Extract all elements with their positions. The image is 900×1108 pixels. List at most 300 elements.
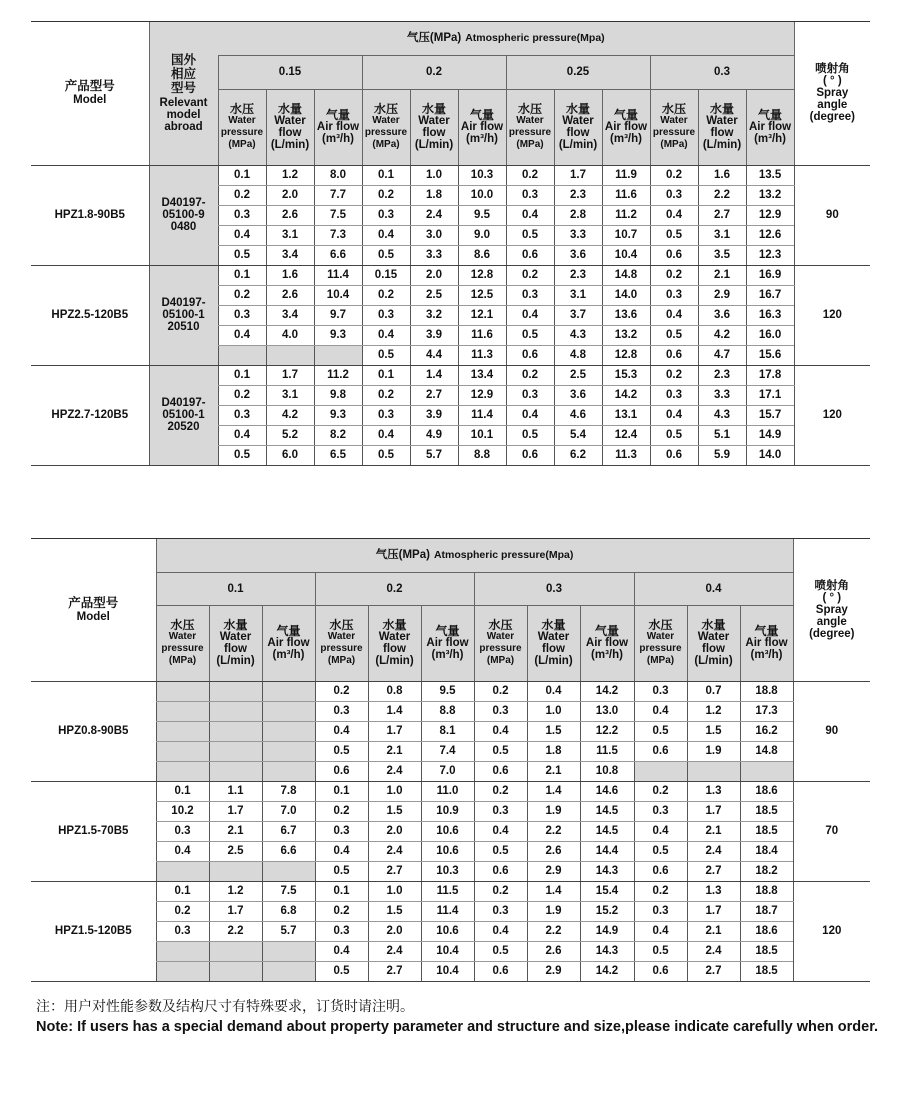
data-cell: 4.3 (698, 405, 746, 425)
table-row (31, 165, 870, 185)
data-cell: 0.3 (506, 185, 554, 205)
data-cell: 0.7 (687, 681, 740, 701)
data-cell: 9.8 (314, 385, 362, 405)
spray-header-cn: 喷射角 (814, 579, 850, 592)
footnote (36, 998, 886, 1036)
data-cell: 2.0 (368, 821, 421, 841)
table-row (31, 821, 870, 841)
data-cell: 6.6 (262, 841, 315, 861)
relevant-model-header (149, 22, 218, 165)
sub-header-water-pressure (474, 605, 527, 681)
data-cell: 1.7 (368, 721, 421, 741)
relevant-model (149, 365, 218, 465)
data-cell: 0.3 (218, 305, 266, 325)
data-cell: 12.8 (458, 265, 506, 285)
sub-header-water-pressure (506, 89, 554, 165)
data-cell: 10.8 (580, 761, 634, 781)
data-cell: 13.2 (746, 185, 794, 205)
data-cell: 10.3 (421, 861, 474, 881)
sub-header-cn: 水量 (223, 618, 248, 632)
data-cell: 0.2 (218, 285, 266, 305)
data-cell: 1.3 (687, 881, 740, 901)
empty-cell (209, 941, 262, 961)
data-cell: 18.4 (740, 841, 793, 861)
sub-header-en: Water pressure (MPa) (479, 631, 522, 666)
model-header-cn: 产品型号 (68, 595, 119, 610)
data-cell: 1.8 (410, 185, 458, 205)
table-row (31, 681, 870, 701)
data-cell: 0.5 (634, 841, 687, 861)
data-cell: 3.1 (266, 225, 314, 245)
pressure-header: 0.15 (218, 55, 362, 89)
data-cell: 1.0 (410, 165, 458, 185)
data-cell: 0.2 (474, 781, 527, 801)
data-cell: 0.2 (650, 165, 698, 185)
data-cell: 14.6 (580, 781, 634, 801)
data-cell: 0.1 (156, 781, 209, 801)
data-cell: 0.2 (650, 365, 698, 385)
data-cell: 0.2 (362, 185, 410, 205)
empty-cell (156, 701, 209, 721)
data-cell: 0.5 (315, 961, 368, 981)
pressure-header: 0.3 (650, 55, 794, 89)
data-cell: 3.9 (410, 325, 458, 345)
data-cell: 10.0 (458, 185, 506, 205)
data-cell: 0.5 (634, 721, 687, 741)
data-cell: 6.2 (554, 445, 602, 465)
data-cell: 9.7 (314, 305, 362, 325)
data-cell: 1.4 (527, 781, 580, 801)
data-cell: 1.5 (368, 901, 421, 921)
data-cell: 0.6 (650, 445, 698, 465)
data-cell: 3.4 (266, 245, 314, 265)
data-cell: 0.4 (506, 305, 554, 325)
data-cell: 8.8 (421, 701, 474, 721)
atmospheric-pressure-header (218, 22, 794, 55)
table-row (31, 901, 870, 921)
data-cell: 11.4 (421, 901, 474, 921)
data-cell: 0.6 (474, 761, 527, 781)
data-cell: 0.2 (218, 385, 266, 405)
data-cell: 15.4 (580, 881, 634, 901)
table-row (31, 921, 870, 941)
data-cell: 4.6 (554, 405, 602, 425)
sub-header-cn: 水压 (329, 618, 354, 632)
data-cell: 0.5 (506, 325, 554, 345)
sub-header-en: Air flow (m³/h) (604, 121, 648, 145)
sub-header-cn: 水压 (517, 102, 542, 116)
sub-header-en: Water pressure (MPa) (652, 115, 696, 150)
empty-cell (156, 861, 209, 881)
sub-header-en: Water flow (L/min) (414, 115, 454, 151)
data-cell: 7.5 (262, 881, 315, 901)
data-cell: 14.9 (580, 921, 634, 941)
data-cell: 0.1 (315, 881, 368, 901)
empty-cell (209, 741, 262, 761)
data-cell: 2.7 (687, 861, 740, 881)
data-cell: 7.3 (314, 225, 362, 245)
data-cell: 0.4 (218, 325, 266, 345)
data-cell: 0.4 (362, 325, 410, 345)
data-cell: 0.3 (634, 681, 687, 701)
data-cell: 0.3 (474, 701, 527, 721)
data-cell: 1.7 (687, 901, 740, 921)
sub-header-en: Air flow (m³/h) (748, 121, 792, 145)
data-cell: 0.4 (315, 841, 368, 861)
sub-header-air-flow (421, 605, 474, 681)
data-cell: 9.5 (421, 681, 474, 701)
data-cell: 1.2 (687, 701, 740, 721)
data-cell: 1.0 (527, 701, 580, 721)
data-cell: 14.5 (580, 821, 634, 841)
data-cell: 2.0 (410, 265, 458, 285)
data-cell: 0.4 (474, 721, 527, 741)
empty-cell (209, 761, 262, 781)
data-cell: 14.2 (602, 385, 650, 405)
sub-header-en: Water pressure (MPa) (220, 115, 264, 150)
data-cell: 5.7 (410, 445, 458, 465)
empty-cell (262, 941, 315, 961)
data-cell: 1.9 (687, 741, 740, 761)
sub-header-air-flow (262, 605, 315, 681)
sub-header-en: Air flow (m³/h) (316, 121, 360, 145)
empty-cell (156, 941, 209, 961)
spray-angle: 120 (794, 265, 870, 365)
data-cell: 11.0 (421, 781, 474, 801)
empty-cell (262, 961, 315, 981)
data-cell: 0.2 (362, 285, 410, 305)
data-cell: 0.2 (315, 681, 368, 701)
model-name: HPZ0.8-90B5 (31, 681, 156, 781)
relevant-header-en: Relevant model abroad (159, 97, 208, 134)
spray-angle-header (793, 539, 870, 681)
data-cell: 4.8 (554, 345, 602, 365)
data-cell: 18.8 (740, 681, 793, 701)
data-cell: 5.4 (554, 425, 602, 445)
data-cell: 16.2 (740, 721, 793, 741)
data-cell: 0.6 (474, 861, 527, 881)
data-cell: 0.6 (634, 861, 687, 881)
spray-header-cn: 喷射角 (815, 63, 850, 76)
model-header-en: Model (76, 610, 110, 623)
data-cell: 3.6 (554, 245, 602, 265)
data-cell: 3.1 (554, 285, 602, 305)
empty-cell (740, 761, 793, 781)
sub-header-cn: 气量 (435, 624, 460, 638)
data-cell: 2.5 (554, 365, 602, 385)
data-cell: 3.2 (410, 305, 458, 325)
data-cell: 14.0 (602, 285, 650, 305)
data-cell: 8.8 (458, 445, 506, 465)
data-cell: 15.3 (602, 365, 650, 385)
data-cell: 1.2 (266, 165, 314, 185)
data-cell: 0.5 (218, 245, 266, 265)
table-row (31, 721, 870, 741)
data-cell: 17.3 (740, 701, 793, 721)
model-name: HPZ1.8-90B5 (31, 165, 149, 265)
data-cell: 16.9 (746, 265, 794, 285)
empty-cell (634, 761, 687, 781)
sub-header-water-flow (554, 89, 602, 165)
table-row (31, 741, 870, 761)
empty-cell (262, 761, 315, 781)
relevant-model-text: D40197-05100-120510 (161, 297, 206, 333)
sub-header-water-flow (410, 89, 458, 165)
sub-header-en: Air flow (m³/h) (426, 637, 469, 661)
data-cell: 14.5 (580, 801, 634, 821)
data-cell: 8.2 (314, 425, 362, 445)
data-cell: 2.7 (368, 861, 421, 881)
model-header (31, 539, 156, 681)
data-cell: 2.9 (527, 961, 580, 981)
data-cell: 0.2 (315, 901, 368, 921)
sub-header-cn: 水量 (701, 618, 726, 632)
data-cell: 2.2 (209, 921, 262, 941)
data-cell: 0.6 (474, 961, 527, 981)
data-cell: 6.0 (266, 445, 314, 465)
data-cell: 3.1 (266, 385, 314, 405)
data-cell: 7.4 (421, 741, 474, 761)
pressure-header: 0.3 (474, 572, 634, 605)
data-cell: 8.1 (421, 721, 474, 741)
empty-cell (156, 721, 209, 741)
data-cell: 18.6 (740, 921, 793, 941)
pressure-header: 0.2 (315, 572, 474, 605)
sub-header-en: Water pressure (MPa) (508, 115, 552, 150)
sub-header-en: Water flow (L/min) (270, 115, 310, 151)
data-cell: 13.2 (602, 325, 650, 345)
data-cell: 0.1 (156, 881, 209, 901)
table-row (31, 841, 870, 861)
empty-cell (156, 761, 209, 781)
data-cell: 4.4 (410, 345, 458, 365)
data-cell: 10.6 (421, 841, 474, 861)
data-cell: 0.2 (634, 881, 687, 901)
data-cell: 0.3 (634, 901, 687, 921)
data-cell: 2.4 (368, 841, 421, 861)
empty-cell (209, 861, 262, 881)
data-cell: 0.4 (634, 821, 687, 841)
data-cell: 0.2 (362, 385, 410, 405)
data-cell: 2.2 (698, 185, 746, 205)
spray-angle: 70 (793, 781, 870, 881)
empty-cell (209, 721, 262, 741)
data-cell: 7.5 (314, 205, 362, 225)
data-cell: 2.2 (527, 821, 580, 841)
data-cell: 10.2 (156, 801, 209, 821)
model-name: HPZ1.5-70B5 (31, 781, 156, 881)
data-cell: 0.2 (506, 365, 554, 385)
data-cell: 0.4 (506, 405, 554, 425)
table-row (31, 941, 870, 961)
data-cell: 2.1 (687, 921, 740, 941)
empty-cell (687, 761, 740, 781)
spray-angle-header (794, 22, 870, 165)
sub-header-water-flow (368, 605, 421, 681)
data-cell: 2.4 (368, 761, 421, 781)
data-cell: 1.9 (527, 801, 580, 821)
data-cell: 3.9 (410, 405, 458, 425)
sub-header-water-pressure (634, 605, 687, 681)
data-cell: 1.5 (368, 801, 421, 821)
sub-header-cn: 气量 (276, 624, 301, 638)
data-cell: 1.7 (209, 801, 262, 821)
sub-header-cn: 水量 (421, 102, 446, 116)
data-cell: 0.6 (506, 245, 554, 265)
data-cell: 2.6 (266, 285, 314, 305)
data-cell: 11.3 (458, 345, 506, 365)
data-cell: 6.8 (262, 901, 315, 921)
data-cell: 2.6 (527, 941, 580, 961)
footnote-cn: 注：用户对性能参数及结构尺寸有特殊要求，订货时请注明。 (36, 999, 414, 1015)
data-cell: 18.2 (740, 861, 793, 881)
sub-header-water-flow (527, 605, 580, 681)
footnote-en: Note: If users has a special demand about property parameter and structure and size,please indicate carefully when order. (36, 1019, 879, 1035)
data-cell: 3.4 (266, 305, 314, 325)
data-cell: 15.7 (746, 405, 794, 425)
data-cell: 14.2 (580, 961, 634, 981)
data-cell: 0.3 (506, 385, 554, 405)
sub-header-en: Air flow (m³/h) (585, 637, 629, 661)
data-cell: 18.5 (740, 801, 793, 821)
sub-header-water-pressure (156, 605, 209, 681)
sub-header-water-flow (209, 605, 262, 681)
data-cell: 3.3 (554, 225, 602, 245)
data-cell: 0.3 (634, 801, 687, 821)
data-cell: 5.2 (266, 425, 314, 445)
data-cell: 2.7 (687, 961, 740, 981)
table-row (31, 861, 870, 881)
data-cell: 2.4 (410, 205, 458, 225)
data-cell: 1.0 (368, 781, 421, 801)
data-cell: 6.5 (314, 445, 362, 465)
sub-header-water-flow (698, 89, 746, 165)
data-cell: 0.4 (218, 225, 266, 245)
data-cell: 10.6 (421, 921, 474, 941)
data-cell: 14.3 (580, 861, 634, 881)
data-cell: 14.3 (580, 941, 634, 961)
pressure-header: 0.2 (362, 55, 506, 89)
empty-cell (262, 861, 315, 881)
data-cell: 0.2 (474, 681, 527, 701)
sub-header-air-flow (580, 605, 634, 681)
spec-table-1 (31, 22, 870, 466)
data-cell: 0.4 (650, 405, 698, 425)
data-cell: 0.2 (506, 165, 554, 185)
spray-header-en: Spray angle (degree) (809, 87, 856, 124)
atm-header-en: Atmospheric pressure(Mpa) (465, 32, 605, 45)
data-cell: 0.2 (474, 881, 527, 901)
sub-header-air-flow (458, 89, 506, 165)
data-cell: 12.1 (458, 305, 506, 325)
sub-header-cn: 气量 (325, 108, 350, 122)
table-row (31, 365, 870, 385)
data-cell: 16.3 (746, 305, 794, 325)
sub-header-cn: 水压 (661, 102, 686, 116)
sub-header-water-pressure (362, 89, 410, 165)
data-cell: 0.3 (156, 821, 209, 841)
data-cell: 0.4 (650, 305, 698, 325)
sub-header-water-pressure (650, 89, 698, 165)
sub-header-en: Water flow (L/min) (694, 631, 733, 667)
data-cell: 11.3 (602, 445, 650, 465)
data-cell: 12.4 (602, 425, 650, 445)
data-cell: 0.2 (650, 265, 698, 285)
sub-header-cn: 水压 (373, 102, 398, 116)
data-cell: 0.3 (218, 205, 266, 225)
data-cell: 0.6 (506, 345, 554, 365)
data-cell: 6.7 (262, 821, 315, 841)
spec-table-2 (31, 539, 870, 982)
empty-cell (262, 681, 315, 701)
sub-header-en: Air flow (m³/h) (745, 637, 788, 661)
data-cell: 2.9 (698, 285, 746, 305)
data-cell: 0.3 (650, 385, 698, 405)
data-cell: 0.3 (650, 185, 698, 205)
data-cell: 0.5 (315, 741, 368, 761)
data-cell: 0.3 (315, 821, 368, 841)
data-cell: 0.3 (362, 405, 410, 425)
sub-header-cn: 水压 (170, 618, 195, 632)
empty-cell (266, 345, 314, 365)
pressure-header: 0.25 (506, 55, 650, 89)
data-cell: 7.7 (314, 185, 362, 205)
data-cell: 2.1 (527, 761, 580, 781)
sub-header-en: Water flow (L/min) (702, 115, 742, 151)
data-cell: 2.1 (368, 741, 421, 761)
data-cell: 11.6 (602, 185, 650, 205)
atm-header-cn: 气压(MPa) (375, 549, 430, 562)
sub-header-en: Air flow (m³/h) (267, 637, 310, 661)
data-cell: 2.2 (527, 921, 580, 941)
sub-header-cn: 气量 (754, 624, 779, 638)
data-cell: 0.5 (650, 425, 698, 445)
sub-header-water-pressure (315, 605, 368, 681)
data-cell: 14.8 (602, 265, 650, 285)
spray-angle: 90 (793, 681, 870, 781)
data-cell: 0.5 (315, 861, 368, 881)
data-cell: 3.3 (698, 385, 746, 405)
sub-header-cn: 水量 (277, 102, 302, 116)
sub-header-cn: 气量 (758, 108, 783, 122)
empty-cell (262, 741, 315, 761)
table-row (31, 701, 870, 721)
data-cell: 0.4 (218, 425, 266, 445)
table-row (31, 801, 870, 821)
data-cell: 1.5 (527, 721, 580, 741)
data-cell: 4.7 (698, 345, 746, 365)
data-cell: 0.4 (634, 701, 687, 721)
spray-header-en: Spray angle (degree) (809, 603, 855, 640)
data-cell: 0.6 (650, 345, 698, 365)
data-cell: 0.4 (527, 681, 580, 701)
data-cell: 11.2 (602, 205, 650, 225)
data-cell: 0.5 (474, 741, 527, 761)
data-cell: 16.0 (746, 325, 794, 345)
data-cell: 7.8 (262, 781, 315, 801)
table-row (31, 781, 870, 801)
data-cell: 8.0 (314, 165, 362, 185)
data-cell: 0.5 (362, 245, 410, 265)
data-cell: 0.5 (474, 941, 527, 961)
data-cell: 0.3 (650, 285, 698, 305)
pressure-header: 0.1 (156, 572, 315, 605)
data-cell: 3.3 (410, 245, 458, 265)
sub-header-en: Water pressure (MPa) (364, 115, 408, 150)
data-cell: 14.4 (580, 841, 634, 861)
empty-cell (209, 681, 262, 701)
data-cell: 0.5 (362, 445, 410, 465)
